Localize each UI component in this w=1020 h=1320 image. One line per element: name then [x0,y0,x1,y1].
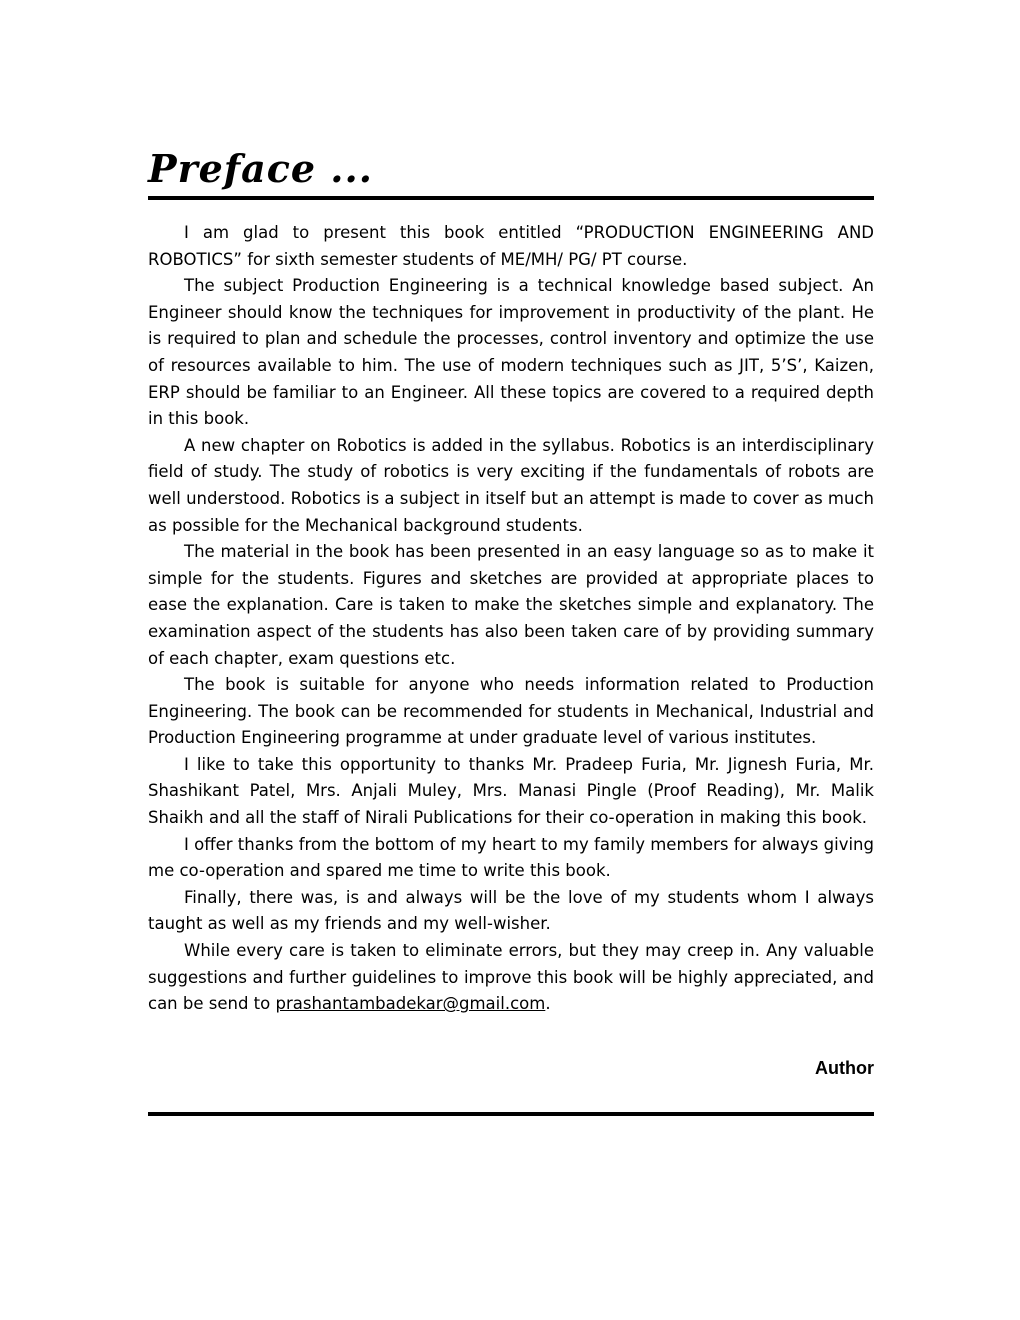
bottom-divider [148,1112,874,1116]
paragraph-robotics: A new chapter on Robotics is added in the syllabus. Robotics is an interdisciplinary field of study. The study of robotics is very exciting if the fundamentals of robots are well understood. Robotics is a subject in itself but an attempt is made to cover as much as possible for the Mechanical background students. [148,435,874,535]
page-title: Preface ... [148,146,373,191]
preface-text [148,220,874,1079]
paragraph-intro: I am glad to present this book entitled “PRODUCTION ENGINEERING AND ROBOTICS” for sixth semester students of ME/MH/ PG/ PT course. [148,223,874,269]
paragraph-audience: The book is suitable for anyone who needs information related to Production Engineering. The book can be recommended for students in Mechanical, Industrial and Production Engineering programme at under graduate level of various institutes. [148,675,874,748]
paragraph-errors-text: While every care is taken to eliminate errors, but they may creep in. Any valuable suggestions and further guidelines to improve this book will be highly appreciated, and can be send to [148,941,874,1014]
paragraph-acknowledgements: I like to take this opportunity to thanks Mr. Pradeep Furia, Mr. Jignesh Furia, Mr. Shashikant Patel, Mrs. Anjali Muley, Mrs. Manasi Pingle (Proof Reading), Mr. Malik Shaikh and all the staff of Nirali Publications for their co-operation in making this book. [148,754,874,828]
email-link[interactable]: prashantambadekar@gmail.com [275,994,546,1014]
paragraph-students: Finally, there was, is and always will be the love of my students whom I always taught as well as my friends and my well-wisher. [148,887,874,934]
paragraph-subject: The subject Production Engineering is a technical knowledge based subject. An Engineer should know the techniques for improvement in productivity of the plant. He is required to plan and schedule the processes, control inventory and optimize the use of resources available to him. The use of modern techniques such as JIT, 5’S’, Kaizen, ERP should be familiar to an Engineer. All these topics are covered to a required depth in this book. [148,276,874,429]
page-header [148,146,874,200]
page-content-column [148,146,874,1116]
paragraph-errors-period: . [545,994,551,1014]
paragraph-family-thanks: I offer thanks from the bottom of my heart to my family members for always giving me co-operation and spared me time to write this book. [148,834,874,881]
paragraph-errors [148,938,874,1018]
author-signature: Author [815,1057,874,1078]
paragraph-material: The material in the book has been presented in an easy language so as to make it simple for the students. Figures and sketches are provided at appropriate places to ease the explanation. Care is taken to make the sketches simple and explanatory. The examination aspect of the students has also been taken care of by providing summary of each chapter, exam questions etc. [148,542,874,668]
